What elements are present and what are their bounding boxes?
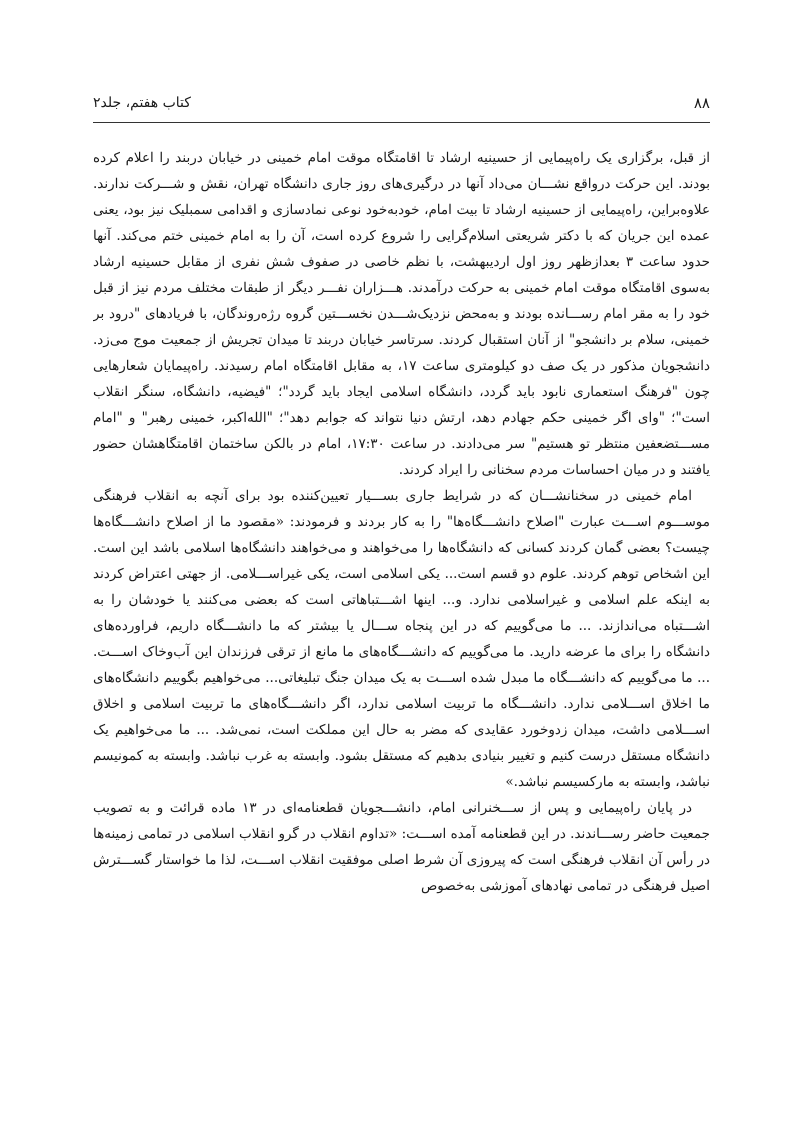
- paragraph-1: از قبل، برگزاری یک راه‌پیمایی از حسینیه ارشاد تا اقامتگاه موقت امام خمینی در خیابان دربند را اعلام کرده بودند. این حرکت درواقع نشـــان می‌داد آنها در درگیری‌های روز جاری دانشگاه تهران، نقش و شـــرکت ندارند. علاوه‌براین، راه‌پیمایی از حسینیه ارشاد تا بیت امام، خودبه‌خود نوعی نمادسازی و اقدامی سمبلیک نیز بود، یعنی عمده این جریان که با دکتر شریعتی اسلام‌گرایی را شروع کرده است، آن را به امام خمینی ختم می‌کند. آنها حدود ساعت ۳ بعدازظهر روز اول اردیبهشت، با نظم خاصی در صفوف شش نفری از مقابل حسینیه ارشاد به‌سوی اقامتگاه موقت امام خمینی به حرکت درآمدند. هـــزاران نفـــر دیگر از طبقات مختلف مردم نیز از قبل خود را به مقر امام رســـانده بودند و به‌محض نزدیک‌شـــدن نخســـتین گروه رژه‌روندگان، با فریادهای "درود بر خمینی، سلام بر دانشجو" از آنان استقبال کردند. سرتاسر خیابان دربند تا میدان تجریش از جمعیت موج می‌زد. دانشجویان مذکور در یک صف دو کیلومتری ساعت ۱۷، به مقابل اقامتگاه امام رسیدند. راه‌پیمایان شعارهایی چون "فرهنگ استعماری نابود باید گردد، دانشگاه اسلامی ایجاد باید گردد"؛ "فیضیه، دانشگاه، سنگر انقلاب است"؛ "وای اگر خمینی حکم جهادم دهد، ارتش دنیا نتواند که جوابم دهد"؛ "الله‌اکبر، خمینی رهبر" و "امام مســـتضعفین منتظر تو هستیم" سر می‌دادند. در ساعت ۱۷:۳۰، امام در بالکن ساختمان اقامتگاهشان حضور یافتند و در میان احساسات مردم سخنانی را ایراد کردند.: [93, 150, 710, 478]
- running-header: [93, 92, 710, 114]
- paragraph-2: امام خمینی در سخنانشـــان که در شرایط جاری بســـیار تعیین‌کننده بود برای آنچه به انقلاب فرهنگی موســـوم اســـت عبارت "اصلاح دانشـــگاه‌ها" را به کار بردند و فرمودند: «مقصود ما از اصلاح دانشـــگاه‌ها چیست؟ بعضی گمان کردند کسانی که دانشگاه‌ها را می‌خواهند و می‌خواهند دانشگاه‌ها اسلامی باشد این است. این اشخاص توهم کردند. علوم دو قسم است... یکی اسلامی است، یکی غیراســـلامی. از جهتی اعتراض کردند به اینکه علم اسلامی و غیراسلامی ندارد. و... اینها اشـــتباهاتی است که بعضی می‌کنند یا خودشان را به اشـــتباه می‌اندازند. ... ما می‌گوییم که در این پنجاه ســـال یا بیشتر که ما دانشـــگاه داریم، فراورده‌های دانشگاه را برای ما عرضه دارید. ما می‌گوییم که دانشـــگاه‌های ما مانع از ترقی فرزندان این آب‌وخاک اســـت. ... ما می‌گوییم که دانشـــگاه ما مبدل شده اســـت به یک میدان جنگ تبلیغاتی... می‌خواهیم بگوییم دانشگاه‌های ما اخلاق اســـلامی ندارد. دانشـــگاه ما تربیت اسلامی ندارد، اگر دانشـــگاه‌های ما تربیت اسلامی و اخلاق اســـلامی داشت، میدان زدوخورد عقایدی که مضر به حال این مملکت است، نمی‌شد. ... ما می‌خواهیم یک دانشگاه مستقل درست کنیم و تغییر بنیادی بدهیم که مستقل بشود. وابسته به غرب نباشد. وابسته به کمونیسم نباشد، وابسته به مارکسیسم نباشد.»: [93, 488, 710, 790]
- header-divider: [93, 122, 710, 123]
- book-title: کتاب هفتم، جلد۲: [93, 95, 191, 111]
- paragraph-3: در پایان راه‌پیمایی و پس از ســـخنرانی امام، دانشـــجویان قطعنامه‌ای در ۱۳ ماده قرائت و به تصویب جمعیت حاضر رســـاندند. در این قطعنامه آمده اســـت: «تداوم انقلاب در گرو انقلاب اسلامی در تمامی زمینه‌ها در رأس آن انقلاب فرهنگی است که پیروزی آن شرط اصلی موفقیت انقلاب اســـت، لذا ما خواستار گســـترش اصیل فرهنگی در تمامی نهادهای آموزشی به‌خصوص: [93, 800, 710, 894]
- body-text: [93, 145, 710, 1105]
- page-number: ۸۸: [693, 94, 710, 112]
